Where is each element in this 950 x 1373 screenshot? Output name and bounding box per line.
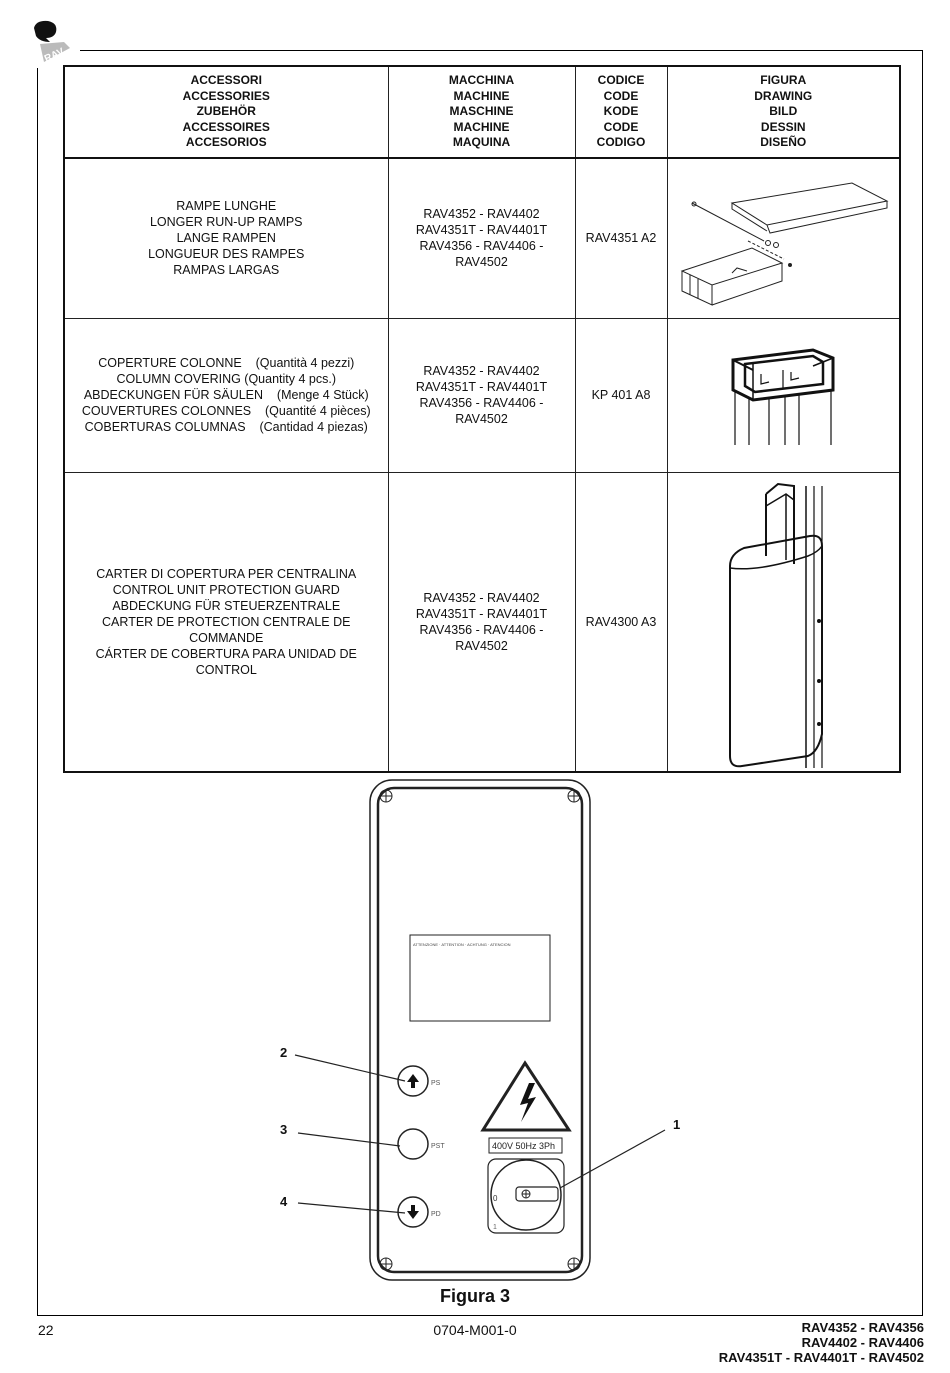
switch-mark-1: 1 [493,1224,497,1231]
arrow-up-icon [407,1074,419,1088]
button-label-ps: PS [431,1080,441,1087]
switch-mark-0: 0 [493,1194,498,1203]
page-number: 22 [38,1322,54,1338]
ramp-drawing-icon [672,163,897,313]
row-machine: RAV4352 - RAV4402 RAV4351T - RAV4401T RAV4356 - RAV4406 - RAV4502 [388,472,575,772]
logo-text: RAV [42,46,66,65]
frame-top-rule [80,50,923,51]
arrow-down-icon [407,1205,419,1219]
warning-label-text: ATTENZIONE · ATTENTION · ACHTUNG · ATENCION [413,942,511,947]
panel-outer-frame [370,780,590,1280]
callout-1: 1 [673,1117,681,1132]
screw-icon [568,1258,580,1270]
row-code: KP 401 A8 [575,318,667,472]
col-header-code: CODICE CODE KODE CODE CODIGO [575,66,667,158]
table-row [64,158,900,318]
rav-logo [30,18,75,66]
callout-3: 3 [280,1122,288,1137]
warning-label-plate [410,935,550,1021]
model-line: RAV4351T - RAV4401T - RAV4502 [718,1350,924,1365]
callout-4: 4 [280,1194,288,1209]
row-figure [667,158,900,318]
figure-caption: Figura 3 [439,1286,510,1306]
callout-2: 2 [280,1045,288,1060]
button-label-pd: PD [431,1211,441,1218]
row-figure [667,472,900,772]
accessories-table [63,65,901,773]
voltage-label: 400V 50Hz 3Ph [492,1141,556,1151]
row-code: RAV4300 A3 [575,472,667,772]
col-header-machine: MACCHINA MACHINE MASCHINE MACHINE MAQUINA [388,66,575,158]
row-description: RAMPE LUNGHE LONGER RUN-UP RAMPS LANGE RAMPEN LONGUEUR DES RAMPES RAMPAS LARGAS [64,158,388,318]
document-number: 0704-M001-0 [433,1322,517,1338]
col-header-accessories: ACCESSORI ACCESSORIES ZUBEHÖR ACCESSOIRES ACCESORIOS [64,66,388,158]
table-header-row [64,66,900,158]
button-label-pst: PST [431,1143,445,1150]
model-line: RAV4352 - RAV4356 [801,1320,924,1335]
row-machine: RAV4352 - RAV4402 RAV4351T - RAV4401T RAV4356 - RAV4406 - RAV4502 [388,158,575,318]
table-row [64,472,900,772]
control-guard-drawing-icon [718,476,848,768]
row-code: RAV4351 A2 [575,158,667,318]
frame-right-rule [922,50,923,1315]
panel-inner-frame [378,788,582,1272]
col-header-drawing: FIGURA DRAWING BILD DESSIN DISEÑO [667,66,900,158]
row-description: COPERTURE COLONNE (Quantità 4 pezzi) COLUMN COVERING (Quantity 4 pcs.) ABDECKUNGEN FÜR SÄULEN (Menge 4 Stück) COUVERTURES COLONNES (Quantité 4 pièces) COBERTURAS COLUMNAS (Cantidad 4 piezas) [64,318,388,472]
model-line: RAV4402 - RAV4406 [801,1335,924,1350]
model-list [719,1320,924,1365]
frame-left-rule [37,68,38,1315]
column-cover-drawing-icon [713,340,853,450]
stop-button[interactable] [398,1129,428,1159]
row-machine: RAV4352 - RAV4402 RAV4351T - RAV4401T RAV4356 - RAV4406 - RAV4502 [388,318,575,472]
frame-bottom-rule [37,1315,923,1316]
control-panel-drawing [270,775,690,1285]
screw-icon [380,1258,392,1270]
table-row [64,318,900,472]
screw-icon [568,790,580,802]
row-figure [667,318,900,472]
screw-icon [380,790,392,802]
row-description: CARTER DI COPERTURA PER CENTRALINA CONTROL UNIT PROTECTION GUARD ABDECKUNG FÜR STEUERZENTRALE CARTER DE PROTECTION CENTRALE DE COMMANDE CÁRTER DE COBERTURA PARA UNIDAD DE CONTROL [64,472,388,772]
